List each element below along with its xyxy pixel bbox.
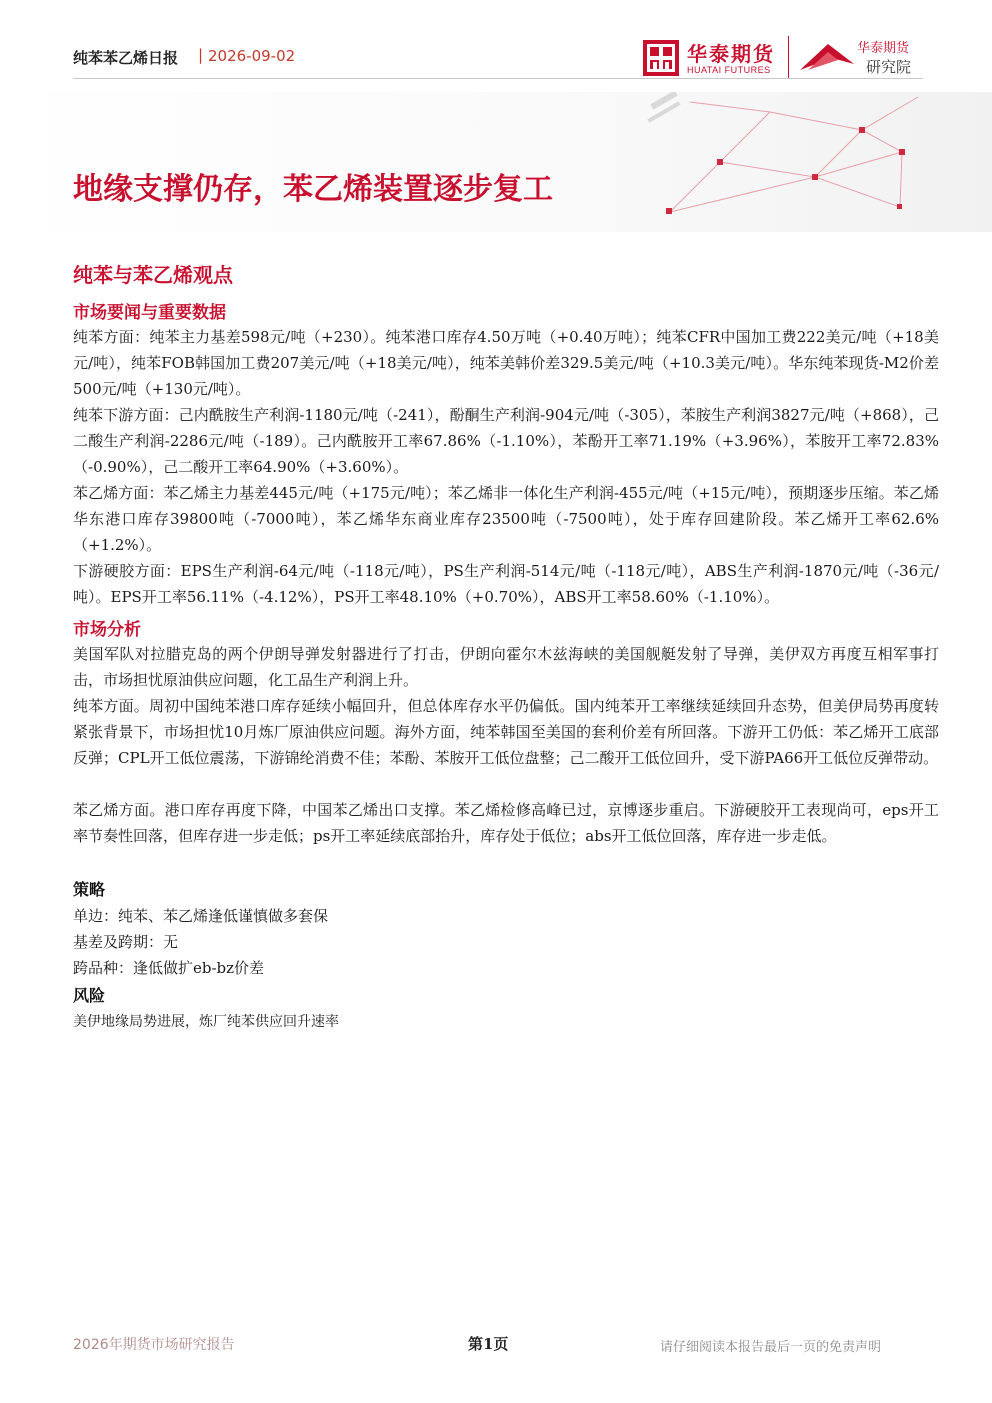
news-paragraph-hard-rubber: 下游硬胶方面：EPS生产利润-64元/吨（-118元/吨），PS生产利润-514元/吨（-118元/吨），ABS生产利润-1870元/吨（-36元/吨）。EPS开工率56.11%（-4.12%），PS开工率48.10%（+0.70%），ABS开工率58.60%（-1.10%）。 [73, 562, 939, 606]
strategy-item-cross: 跨品种：逢低做扩eb-bz价差 [73, 959, 265, 977]
header-rule [73, 78, 923, 79]
analysis-paragraph-styrene: 苯乙烯方面。港口库存再度下降，中国苯乙烯出口支撑。苯乙烯检修高峰已过，京博逐步重启。下游硬胶开工表现尚可，eps开工率节奏性回落，但库存进一步走低；ps开工率延续底部抬升，库存处于低位；abs开工低位回落，库存进一步走低。 [73, 801, 939, 845]
risk-text: 美伊地缘局势进展，炼厂纯苯供应回升速率 [73, 1014, 339, 1030]
institute-name-line2: 研究院 [866, 58, 912, 76]
report-name: 纯苯苯乙烯日报 [73, 49, 179, 67]
header-separator: | [198, 46, 204, 64]
huatai-logo-icon [643, 40, 679, 76]
institute-name-line1: 华泰期货 [857, 41, 910, 56]
company-name-cn: 华泰期货 [687, 42, 775, 66]
strategy-item-basis: 基差及跨期：无 [73, 933, 179, 951]
footer-report-label: 2026年期货市场研究报告 [73, 1337, 235, 1353]
news-paragraph-styrene: 苯乙烯方面：苯乙烯主力基差445元/吨（+175元/吨）；苯乙烯非一体化生产利润-455元/吨（+15元/吨），预期逐步压缩。苯乙烯华东港口库存39800吨（-7000吨），苯乙烯华东商业库存23500吨（-7500吨），处于库存回建阶段。苯乙烯开工率62.6%（+1.2%）。 [73, 484, 939, 554]
disclaimer-note: 请仔细阅读本报告最后一页的免责声明 [660, 1340, 882, 1355]
strategy-item-single: 单边：纯苯、苯乙烯逢低谨慎做多套保 [73, 907, 329, 925]
news-title: 市场要闻与重要数据 [73, 303, 226, 323]
institute-logo-icon [798, 38, 856, 74]
news-paragraph-downstream: 纯苯下游方面：己内酰胺生产利润-1180元/吨（-241），酚酮生产利润-904元/吨（-305），苯胺生产利润3827元/吨（+868），己二酸生产利润-2286元/吨（-189）。己内酰胺开工率67.86%（-1.10%），苯酚开工率71.19%（+3.96%），苯胺开工率72.83%（-0.90%），己二酸开工率64.90%（+3.60%）。 [73, 406, 939, 476]
page-header [0, 0, 992, 90]
risk-title: 风险 [73, 986, 106, 1005]
analysis-paragraph-geopolitics: 美国军队对拉腊克岛的两个伊朗导弹发射器进行了打击，伊朗向霍尔木兹海峡的美国舰艇发射了导弹，美伊双方再度互相军事打击，市场担忧原油供应问题，化工品生产利润上升。 [73, 645, 939, 689]
company-name-en: HUATAI FUTURES [687, 65, 771, 75]
strategy-title: 策略 [73, 880, 106, 899]
report-date: 2026-09-02 [208, 47, 296, 65]
page-title: 地缘支撑仍存，苯乙烯装置逐步复工 [73, 172, 553, 207]
network-decoration-icon [600, 92, 930, 232]
logo-divider [788, 36, 789, 78]
analysis-title: 市场分析 [73, 620, 141, 640]
news-paragraph-spot: 纯苯方面：纯苯主力基差598元/吨（+230）。纯苯港口库存4.50万吨（+0.40万吨）；纯苯CFR中国加工费222美元/吨（+18美元/吨），纯苯FOB韩国加工费207美元/吨（+18美元/吨），纯苯美韩价差329.5美元/吨（+10.3美元/吨）。华东纯苯现货-M2价差500元/吨（+130元/吨）。 [73, 328, 939, 398]
section-title: 纯苯与苯乙烯观点 [73, 263, 233, 287]
analysis-paragraph-benzene: 纯苯方面。周初中国纯苯港口库存延续小幅回升，但总体库存水平仍偏低。国内纯苯开工率继续延续回升态势，但美伊局势再度转紧张背景下，市场担忧10月炼厂原油供应问题。海外方面，纯苯韩国至美国的套利价差有所回落。下游开工仍低：苯乙烯开工底部反弹；CPL开工低位震荡，下游锦纶消费不佳；苯酚、苯胺开工低位盘整；己二酸开工低位回升，受下游PA66开工低位反弹带动。 [73, 697, 939, 767]
page-number: 第1页 [468, 1335, 509, 1353]
